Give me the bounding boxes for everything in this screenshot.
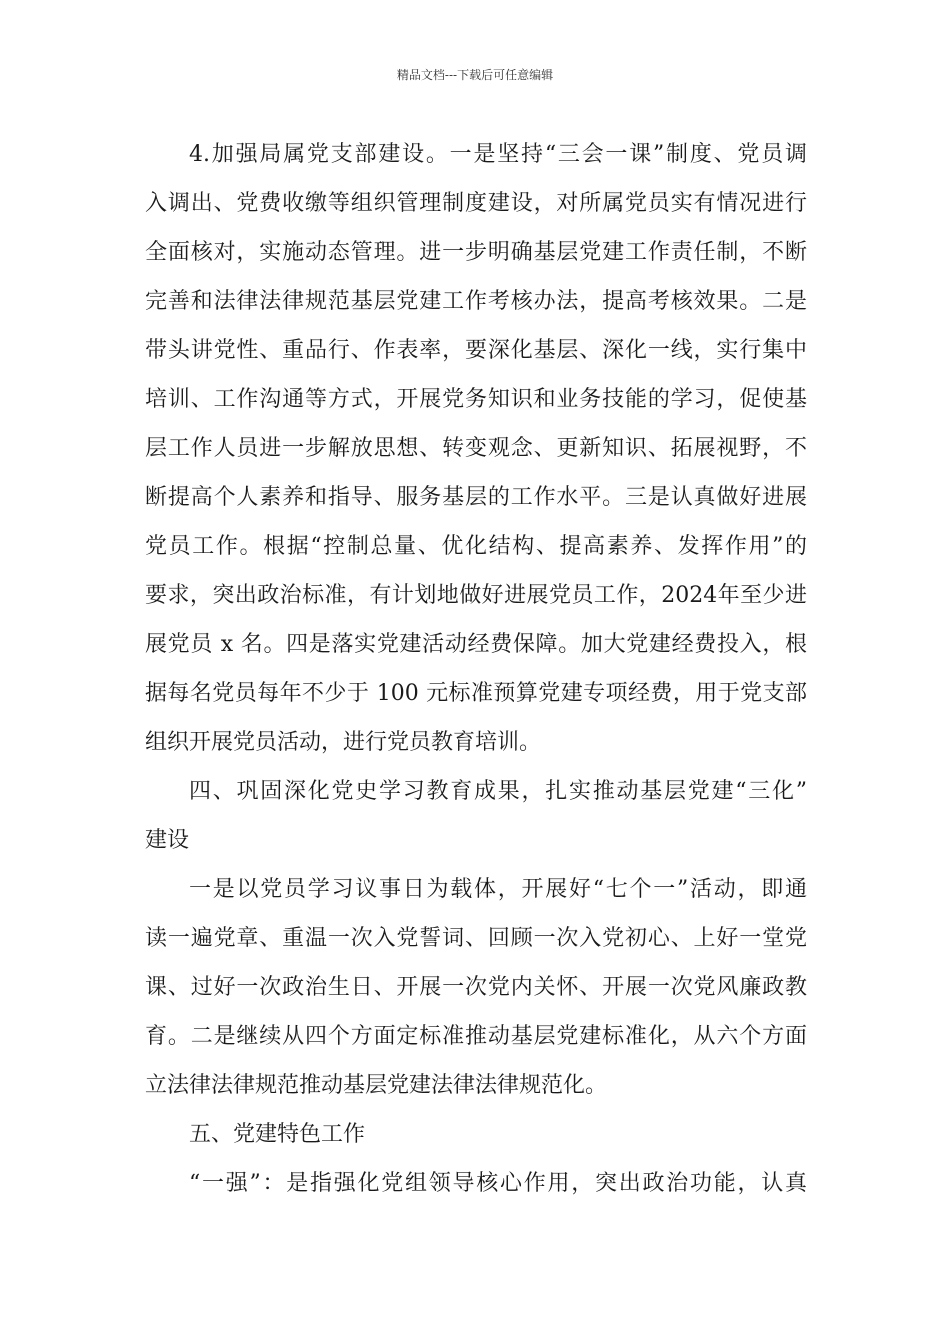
text-line: 全面核对，实施动态管理。进一步明确基层党建工作责任制，不断 <box>145 240 807 265</box>
document-body <box>145 130 807 1208</box>
text-line: 据每名党员每年不少于 100 元标准预算党建专项经费，用于党支部 <box>145 681 807 706</box>
section-heading: 四、巩固深化党史学习教育成果，扎实推动基层党建“三化” <box>189 779 807 804</box>
text-line: 一是以党员学习议事日为载体，开展好“七个一”活动，即通 <box>189 877 807 902</box>
text-line: 入调出、党费收缴等组织管理制度建设，对所属党员实有情况进行 <box>145 191 807 216</box>
section-heading: 五、党建特色工作 <box>189 1122 366 1147</box>
section-heading-continued: 建设 <box>145 828 190 853</box>
text-line: 完善和法律法律规范基层党建工作考核办法，提高考核效果。二是 <box>145 289 807 314</box>
text-line: 党员工作。根据“控制总量、优化结构、提高素养、发挥作用”的 <box>145 534 807 559</box>
text-line: 带头讲党性、重品行、作表率，要深化基层、深化一线，实行集中 <box>145 338 807 363</box>
text-line: 展党员 x 名。四是落实党建活动经费保障。加大党建经费投入，根 <box>145 632 807 657</box>
text-line: 培训、工作沟通等方式，开展党务知识和业务技能的学习，促使基 <box>145 387 807 412</box>
text-line: 4.加强局属党支部建设。一是坚持“三会一课”制度、党员调 <box>189 142 807 167</box>
text-line: 断提高个人素养和指导、服务基层的工作水平。三是认真做好进展 <box>145 485 807 510</box>
text-line: 要求，突出政治标准，有计划地做好进展党员工作，2024年至少进 <box>145 583 807 608</box>
text-line: 层工作人员进一步解放思想、转变观念、更新知识、拓展视野，不 <box>145 436 807 461</box>
text-line: 课、过好一次政治生日、开展一次党内关怀、开展一次党风廉政教 <box>145 975 807 1000</box>
page-header: 精品文档---下载后可任意编辑 <box>396 68 554 82</box>
text-line: “一强”：是指强化党组领导核心作用，突出政治功能，认真 <box>189 1171 807 1196</box>
text-line: 组织开展党员活动，进行党员教育培训。 <box>145 730 542 755</box>
text-line: 育。二是继续从四个方面定标准推动基层党建标准化，从六个方面 <box>145 1024 807 1049</box>
text-line: 立法律法律规范推动基层党建法律法律规范化。 <box>145 1073 608 1098</box>
text-line: 读一遍党章、重温一次入党誓词、回顾一次入党初心、上好一堂党 <box>145 926 807 951</box>
